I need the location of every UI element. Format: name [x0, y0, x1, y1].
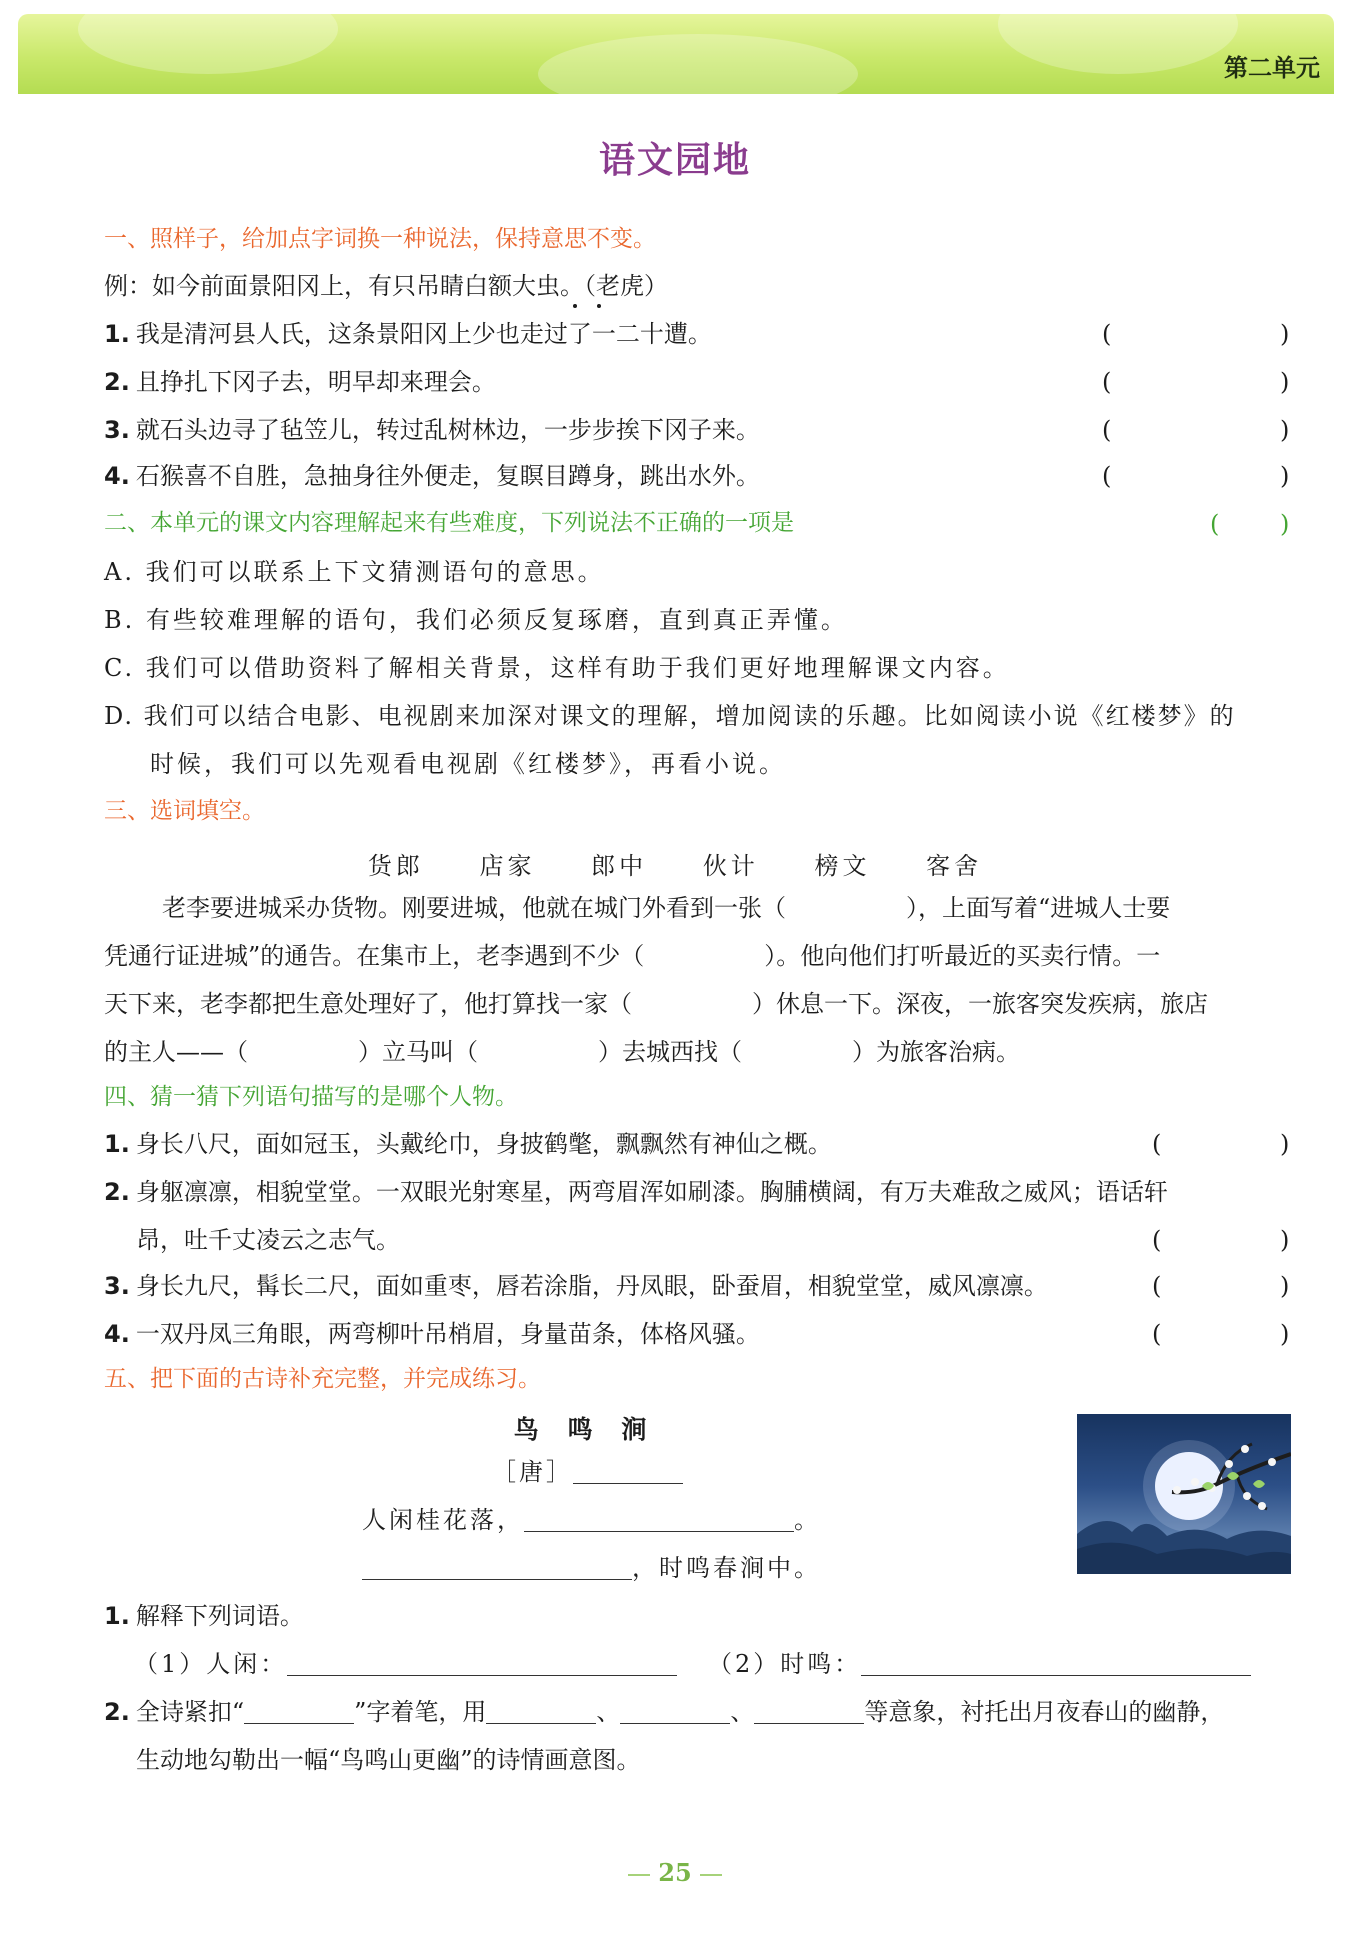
option-d-continued: 时候，我们可以先观看电视剧《红楼梦》，再看小说。 [150, 750, 786, 778]
answer-paren-right: ) [1280, 320, 1290, 348]
section-5-heading: 五、把下面的古诗补充完整，并完成练习。 [104, 1366, 541, 1392]
answer-paren-left: ( [1102, 368, 1112, 396]
option-d: D. 我们可以结合电影、电视剧来加深对课文的理解，增加阅读的乐趣。比如阅读小说《红楼梦》的 [104, 702, 1236, 730]
section-1-heading: 一、照样子，给加点字词换一种说法，保持意思不变。 [104, 226, 656, 252]
s4-item-2-continued: 昂，吐千丈凌云之志气。 [136, 1226, 400, 1254]
word-option: 榜文 [814, 852, 871, 880]
s1-item-4: 4. 石猴喜不自胜，急抽身往外便走，复瞑目蹲身，跳出水外。 [104, 462, 760, 490]
word-bank [0, 846, 1350, 881]
word-option: 店家 [479, 852, 536, 880]
poem-dynasty: ［唐］ [492, 1458, 573, 1486]
s3-paragraph-line-3: 天下来，老李都把生意处理好了，他打算找一家（ ）休息一下。深夜，一旅客突发疾病，旅店 [104, 990, 1208, 1018]
answer-paren-left: ( [1102, 320, 1112, 348]
s3-paragraph-line-4: 的主人——（ ）立马叫（ ）去城西找（ ）为旅客治病。 [104, 1038, 1020, 1066]
s4-item-4: 4. 一双丹凤三角眼，两弯柳叶吊梢眉，身量苗条，体格风骚。 [104, 1320, 760, 1348]
answer-paren-right: ) [1280, 416, 1290, 444]
page-number: 25 [0, 1858, 1350, 1887]
example-text: 例：如今前面景阳冈上，有只吊睛白额大虫。（老虎） [104, 272, 668, 300]
s5-question-2: 2. 全诗紧扣“ ”字着笔，用 、 、 等意象，衬托出月夜春山的幽静， [104, 1698, 1225, 1726]
unit-label: 第二单元 [1224, 54, 1320, 82]
answer-blank[interactable] [244, 1699, 354, 1724]
word-option: 伙计 [702, 852, 759, 880]
section-4-heading: 四、猜一猜下列语句描写的是哪个人物。 [104, 1084, 518, 1110]
answer-paren-left: ( [1102, 416, 1112, 444]
answer-paren-right: ) [1280, 462, 1290, 490]
poem-author-line [492, 1458, 683, 1487]
s4-item-1: 1. 身长八尺，面如冠玉，头戴纶巾，身披鹤氅，飘飘然有神仙之概。 [104, 1130, 832, 1158]
s5-q1-part2: （2）时鸣： [708, 1650, 1251, 1679]
answer-paren-left: ( [1210, 510, 1220, 538]
s1-item-1: 1. 我是清河县人氏，这条景阳冈上少也走过了一二十遭。 [104, 320, 712, 348]
s5-q1-part1: （1）人闲： [134, 1650, 677, 1679]
s5-question-1: 1. 解释下列词语。 [104, 1602, 304, 1630]
s3-paragraph-line-2: 凭通行证进城”的通告。在集市上，老李遇到不少（ ）。他向他们打听最近的买卖行情。一 [104, 942, 1161, 970]
page-title: 语文园地 [598, 140, 751, 181]
author-blank[interactable] [573, 1459, 683, 1484]
answer-paren-right: ) [1280, 1130, 1290, 1158]
poem-blank[interactable] [362, 1555, 632, 1580]
answer-blank[interactable] [861, 1651, 1251, 1676]
moon-branch-icon [1077, 1414, 1291, 1574]
answer-paren-left: ( [1102, 462, 1112, 490]
s4-item-3: 3. 身长九尺，髯长二尺，面如重枣，唇若涂脂，丹凤眼，卧蚕眉，相貌堂堂，威风凛凛。 [104, 1272, 1048, 1300]
poem-title: 鸟 鸣 涧 [513, 1415, 657, 1444]
s1-example [104, 272, 668, 301]
answer-paren-right: ) [1280, 1272, 1290, 1300]
answer-paren-left: ( [1152, 1272, 1162, 1300]
answer-blank[interactable] [486, 1699, 596, 1724]
section-2-heading: 二、本单元的课文内容理解起来有些难度，下列说法不正确的一项是 [104, 510, 794, 536]
header-banner [18, 14, 1334, 94]
banner-decoration [78, 14, 338, 74]
section-3-heading: 三、选词填空。 [104, 798, 265, 824]
s1-item-2: 2. 且挣扎下冈子去，明早却来理会。 [104, 368, 496, 396]
poem-line-1: 人闲桂花落， 。 [362, 1506, 821, 1534]
answer-paren-right: ) [1280, 1226, 1290, 1254]
banner-decoration [998, 14, 1238, 74]
answer-paren-right: ) [1280, 1320, 1290, 1348]
answer-paren-left: ( [1152, 1320, 1162, 1348]
s4-item-2: 2. 身躯凛凛，相貌堂堂。一双眼光射寒星，两弯眉浑如刷漆。胸脯横阔，有万夫难敌之威风；语话轩 [104, 1178, 1168, 1206]
word-option: 客舍 [926, 852, 983, 880]
word-option: 郎中 [591, 852, 648, 880]
option-b: B. 有些较难理解的语句，我们必须反复琢磨，直到真正弄懂。 [104, 606, 848, 634]
word-option: 货郎 [367, 852, 424, 880]
option-c: C. 我们可以借助资料了解相关背景，这样有助于我们更好地理解课文内容。 [104, 654, 1010, 682]
answer-blank[interactable] [287, 1651, 677, 1676]
answer-paren-right: ) [1280, 368, 1290, 396]
footer-dash [628, 1874, 650, 1876]
footer-dash [700, 1874, 722, 1876]
s3-paragraph-line-1: 老李要进城采办货物。刚要进城，他就在城门外看到一张（ ），上面写着“进城人士要 [162, 894, 1171, 922]
answer-paren-right: ) [1280, 510, 1290, 538]
s5-question-2-continued: 生动地勾勒出一幅“鸟鸣山更幽”的诗情画意图。 [136, 1746, 641, 1774]
answer-paren-left: ( [1152, 1226, 1162, 1254]
poem-blank[interactable] [524, 1507, 794, 1532]
option-a: A. 我们可以联系上下文猜测语句的意思。 [104, 558, 605, 586]
answer-blank[interactable] [620, 1699, 730, 1724]
answer-blank[interactable] [754, 1699, 864, 1724]
banner-decoration [538, 34, 858, 94]
moon-night-illustration [1077, 1414, 1291, 1574]
s1-item-3: 3. 就石头边寻了毡笠儿，转过乱树林边，一步步挨下冈子来。 [104, 416, 760, 444]
answer-paren-left: ( [1152, 1130, 1162, 1158]
poem-line-2: ，时鸣春涧中。 [362, 1554, 821, 1583]
